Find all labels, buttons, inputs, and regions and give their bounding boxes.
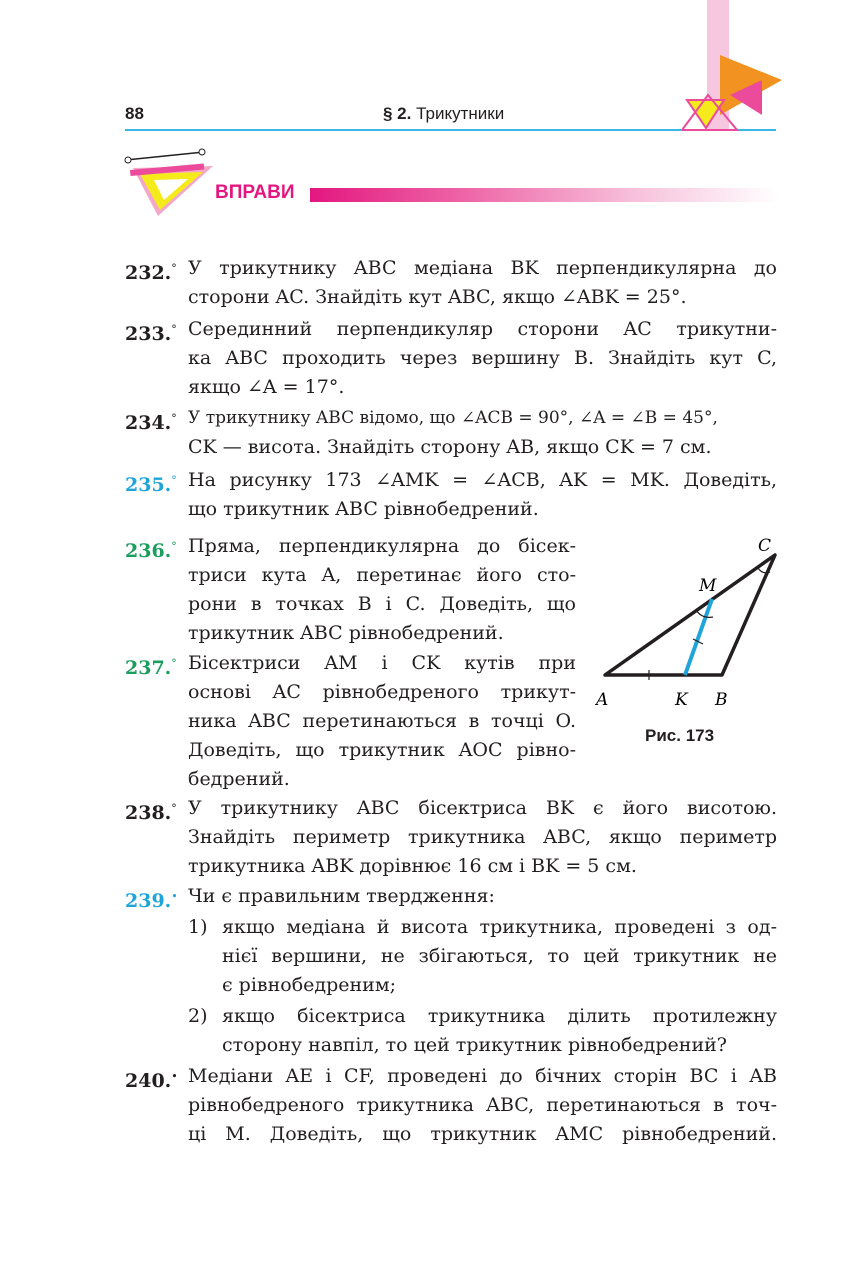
- page-number: 88: [125, 104, 144, 123]
- exercise-line: триси кута A, перетинає його сто-: [188, 564, 576, 586]
- exercise-239: [125, 882, 777, 1062]
- exercise-line: На рисунку 173 ∠AMK = ∠ACB, AK = MK. Доведіть,: [188, 469, 777, 491]
- exercise-number: 238.°: [125, 802, 177, 824]
- label-c: C: [758, 536, 772, 556]
- exercise-line: основі AC рівнобедреного трикут-: [188, 681, 576, 703]
- exercise-line: У трикутнику ABC медіана BK перпендикулярна до: [188, 257, 777, 279]
- exercise-line: сторони AC. Знайдіть кут ABC, якщо ∠ABK = 25°.: [188, 286, 687, 308]
- heading-gradient-bar: [310, 188, 778, 202]
- item-line: сторону навпіл, то цей трикутник рівнобедрений?: [222, 1034, 727, 1056]
- exercise-line: У трикутнику ABC бісектриса BK є його висотою.: [188, 797, 777, 819]
- label-k: K: [675, 690, 688, 710]
- exercise-line: Бісектриси AM і CK кутів при: [188, 652, 576, 674]
- set-square-ruler-icon: [118, 148, 218, 218]
- item-line: якщо бісектриса трикутника ділить протилежну: [222, 1005, 777, 1027]
- exercises-title: ВПРАВИ: [215, 182, 295, 203]
- exercise-line: ка ABC проходить через вершину B. Знайдіть кут C,: [188, 347, 777, 369]
- label-b: B: [715, 690, 728, 710]
- section-mark: § 2.: [383, 104, 412, 123]
- item-line: нієї вершини, не збігаються, то цей трикутник не: [222, 945, 777, 967]
- exercise-line: бедрений.: [188, 768, 290, 790]
- exercise-line: трикутника ABK дорівнює 16 см і BK = 5 см.: [188, 855, 637, 877]
- page-header: [125, 100, 775, 130]
- header-rule: [125, 129, 776, 131]
- section-title: Трикутники: [416, 104, 505, 123]
- exercise-number: 235.°: [125, 474, 177, 496]
- label-a: A: [596, 690, 609, 710]
- exercises-heading: [118, 148, 778, 218]
- exercise-line: У трикутнику ABC відомо, що ∠ACB = 90°, ∠A = ∠B = 45°,: [188, 408, 718, 428]
- exercise-line: Чи є правильним твердження:: [188, 885, 495, 907]
- exercise-line: трикутник ABC рівнобедрений.: [188, 622, 504, 644]
- exercise-line: Пряма, перпендикулярна до бісек-: [188, 535, 576, 557]
- exercise-number: 232.°: [125, 262, 177, 284]
- exercise-number: 233.°: [125, 323, 177, 345]
- item-label: 2): [188, 1005, 208, 1027]
- exercise-line: ника ABC перетинаються в точці O.: [188, 710, 576, 732]
- exercise-line: ці M. Доведіть, що трикутник AMC рівнобедрений.: [188, 1123, 777, 1145]
- item-label: 1): [188, 916, 208, 938]
- exercise-number: 239.•: [125, 890, 178, 912]
- exercise-line: Доведіть, що трикутник AOC рівно-: [188, 739, 576, 761]
- exercise-line: рівнобедреного трикутника ABC, перетинаються в точ-: [188, 1094, 777, 1116]
- exercise-number: 240.•: [125, 1070, 178, 1092]
- exercise-line: Медіани AE і CF, проведені до бічних сторін BC і AB: [188, 1065, 777, 1087]
- label-m: M: [699, 576, 717, 596]
- figure-caption: Рис. 173: [645, 726, 715, 745]
- exercise-line: рони в точках B і C. Доведіть, що: [188, 593, 576, 615]
- exercise-line: якщо ∠A = 17°.: [188, 376, 345, 398]
- exercise-line: що трикутник ABC рівнобедрений.: [188, 498, 539, 520]
- item-line: якщо медіана й висота трикутника, проведені з од-: [222, 916, 777, 938]
- exercise-line: Серединний перпендикуляр сторони AC трикутни-: [188, 318, 777, 340]
- exercise-line: Знайдіть периметр трикутника ABC, якщо периметр: [188, 826, 777, 848]
- running-title: [383, 104, 504, 124]
- decorative-triangles-icon: [682, 0, 782, 140]
- exercise-number: 234.°: [125, 412, 177, 434]
- figure-173: [595, 535, 785, 755]
- item-line: є рівнобедреним;: [222, 974, 397, 996]
- exercise-number: 236.°: [125, 540, 177, 562]
- exercise-number: 237.°: [125, 657, 177, 679]
- exercise-line: CK — висота. Знайдіть сторону AB, якщо CK = 7 см.: [188, 436, 712, 458]
